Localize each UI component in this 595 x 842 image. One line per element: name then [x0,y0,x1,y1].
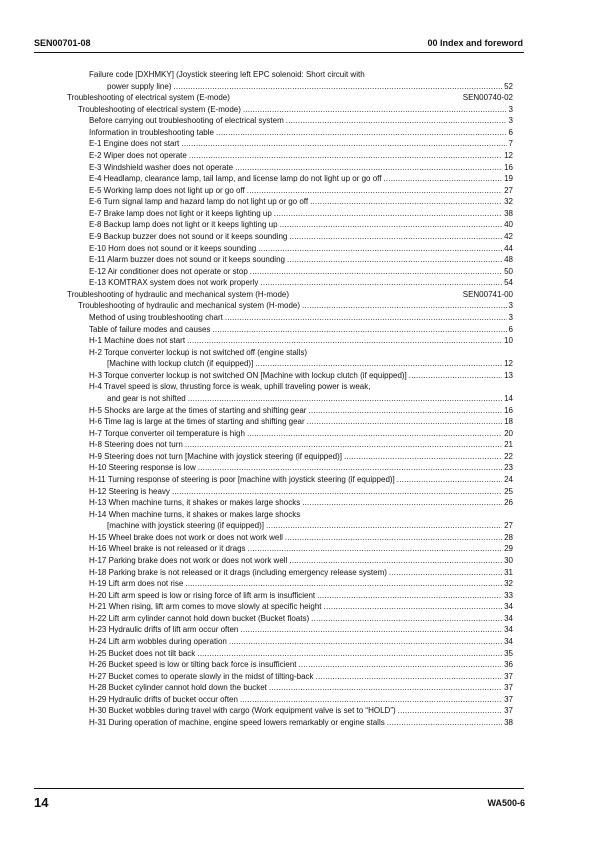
toc-page-number: 6 [508,324,513,334]
toc-entry [89,533,513,543]
toc-entry [89,440,513,450]
toc-leader-dots [189,151,502,161]
toc-entry [89,706,513,716]
toc-leader-dots [307,417,502,427]
toc-page-number: 19 [504,174,513,184]
section-title: 00 Index and foreword [427,38,523,48]
toc-page-number: 31 [504,567,513,577]
toc-entry-title: E-8 Backup lamp does not light or it keeps lighting up [89,220,278,230]
toc-page-number: 40 [504,220,513,230]
toc-leader-dots [308,406,502,416]
toc-page-number: 28 [504,532,513,542]
toc-entry [89,267,513,277]
toc-leader-dots [289,232,502,242]
toc-leader-dots [317,591,502,601]
toc-page-number: 37 [504,694,513,704]
toc-page-number: 34 [504,613,513,623]
toc-entry [89,695,513,705]
toc-leader-dots [243,105,507,115]
toc-entry [89,625,513,635]
toc-entry [89,463,513,473]
toc-leader-dots [302,301,507,311]
toc-leader-dots [198,463,502,473]
toc-entry-title: E-6 Turn signal lamp and hazard lamp do not light up or go off [89,197,309,207]
toc-entry [89,556,513,566]
toc-page-number: 34 [504,636,513,646]
toc-leader-dots [285,533,502,543]
toc-page-number: 21 [504,440,513,450]
toc-page-number: 13 [504,370,513,380]
toc-entry-title: H-7 Torque converter oil temperature is high [89,428,245,438]
toc-entry [78,105,513,115]
toc-entry [89,128,513,138]
toc-page-number: 44 [504,243,513,253]
toc-leader-dots [240,695,502,705]
toc-entry-title: E-2 Wiper does not operate [89,150,187,160]
toc-entry [89,614,513,624]
toc-entry-title: H-25 Bucket does not tilt back [89,648,196,658]
toc-entry-title: Before carrying out troubleshooting of electrical system [89,116,284,126]
toc-page-number: 16 [504,162,513,172]
toc-page-number: 54 [504,278,513,288]
toc-entry [89,244,513,254]
toc-entry-title: H-5 Shocks are large at the times of starting and shifting gear [89,405,307,415]
toc-page-number: 37 [504,671,513,681]
toc-entry [89,660,513,670]
toc-page-number: 52 [504,81,513,91]
toc-leader-dots [250,267,502,277]
toc-entry-title: [machine with joystick steering (if equipped)] [107,521,264,531]
toc-entry [89,70,513,80]
toc-entry-title: H-13 When machine turns, it shakes or makes large shocks [89,498,301,508]
toc-page-number: 50 [504,266,513,276]
toc-page-number: 27 [504,185,513,195]
toc-entry [89,116,513,126]
toc-leader-dots [248,544,503,554]
toc-page-number: 12 [504,150,513,160]
toc-leader-dots [247,429,502,439]
toc-entry [89,278,513,288]
page-number: 14 [34,795,49,810]
toc-entry [89,197,513,207]
toc-entry [89,510,513,520]
toc-entry-title: H-9 Steering does not turn [Machine with joystick steering (if equipped)] [89,451,343,461]
toc-entry-title: Troubleshooting of electrical system (E-mode) [78,104,241,114]
toc-entry [89,718,513,728]
toc-entry [89,325,513,335]
toc-entry [107,521,513,531]
toc-leader-dots [235,163,502,173]
toc-entry-title: Troubleshooting of hydraulic and mechanical system (H-mode) [78,301,301,311]
toc-leader-dots [302,498,502,508]
toc-page-number: 35 [504,648,513,658]
toc-page-number: 26 [504,498,513,508]
toc-page-number: 20 [504,428,513,438]
toc-entry-title: and gear is not shifted [107,393,186,403]
toc-entry [89,255,513,265]
toc-page-number: 29 [504,544,513,554]
toc-page-number: 38 [504,717,513,727]
toc-entry-title: power supply line) [107,81,172,91]
toc-entry-title: H-12 Steering is heavy [89,486,170,496]
toc-entry-title: Table of failure modes and causes [89,324,211,334]
toc-entry [89,186,513,196]
toc-entry-title: E-5 Working lamp does not light up or go off [89,185,245,195]
toc-leader-dots [187,336,502,346]
toc-entry [89,602,513,612]
toc-entry [107,359,513,369]
toc-leader-dots [397,475,502,485]
toc-entry [89,382,513,392]
toc-entry-title: E-13 KOMTRAX system does not work properly [89,278,259,288]
toc-leader-dots [188,394,502,404]
toc-leader-dots [185,440,502,450]
toc-page-number: 22 [504,451,513,461]
toc-entry-title: Troubleshooting of electrical system (E-mode) [67,93,230,103]
toc-entry [89,336,513,346]
document-code: SEN00701-08 [34,38,91,48]
toc-entry [89,313,513,323]
toc-entry [89,406,513,416]
toc-entry [78,301,513,311]
toc-leader-dots [286,116,507,126]
toc-entry [89,220,513,230]
toc-entry-title: H-22 Lift arm cylinder cannot hold down bucket (Bucket floats) [89,613,310,623]
toc-leader-dots [255,359,502,369]
toc-entry [89,371,513,381]
toc-page-number: 3 [508,301,513,311]
toc-leader-dots [310,197,502,207]
toc-leader-dots [409,371,502,381]
toc-entry-title: H-3 Torque converter lockup is not switched ON [Machine with lockup clutch (if equipped)] [89,370,407,380]
toc-page-number: 16 [504,405,513,415]
toc-entry-title: H-14 When machine turns, it shakes or makes large shocks [89,509,301,519]
toc-section-code: SEN00740-02 [462,93,513,103]
toc-entry [89,579,513,589]
toc-entry-title: H-6 Time lag is large at the times of starting and shifting gear [89,417,305,427]
toc-entry-title: Failure code [DXHMKY] (Joystick steering left EPC solenoid: Short circuit with [89,70,365,79]
toc-page-number: 25 [504,486,513,496]
toc-leader-dots [173,82,502,92]
toc-leader-dots [197,649,502,659]
toc-page-number: 3 [508,104,513,114]
toc-entry-title: H-1 Machine does not start [89,336,186,346]
toc-entry [89,498,513,508]
toc-page-number: 36 [504,660,513,670]
toc-entry-title: H-20 Lift arm speed is low or rising force of lift arm is insufficient [89,590,316,600]
toc-entry [89,672,513,682]
toc-page-number: 34 [504,602,513,612]
toc-leader-dots [289,556,502,566]
toc-page-number: 34 [504,625,513,635]
toc-leader-dots [311,614,502,624]
toc-leader-dots [344,452,502,462]
footer-rule [34,788,524,789]
toc-page-number: 27 [504,521,513,531]
toc-page-number: 3 [508,116,513,126]
toc-entry [89,163,513,173]
toc-entry-title: H-28 Bucket cylinder cannot hold down the bucket [89,683,267,693]
toc-entry [89,452,513,462]
toc-entry-title: E-11 Alarm buzzer does not sound or it keeps sounding [89,255,285,265]
toc-page-number: 6 [508,127,513,137]
toc-page-number: 32 [504,197,513,207]
toc-entry [107,394,513,404]
toc-entry-title: H-15 Wheel brake does not work or does not work well [89,532,283,542]
toc-entry [89,544,513,554]
toc-page-number: 42 [504,231,513,241]
toc-entry-title: [Machine with lockup clutch (if equipped)] [107,359,254,369]
toc-entry [89,429,513,439]
toc-entry-title: H-2 Torque converter lockup is not switched off (engine stalls) [89,347,308,357]
toc-entry-title: E-9 Backup buzzer does not sound or it keeps sounding [89,231,288,241]
toc-leader-dots [172,487,502,497]
toc-entry-title: H-29 Hydraulic drifts of bucket occur often [89,694,238,704]
toc-entry-title: H-19 Lift arm does not rise [89,579,184,589]
toc-page-number: 7 [508,139,513,149]
toc-leader-dots [398,706,502,716]
toc-page-number: 10 [504,336,513,346]
toc-leader-dots [260,278,502,288]
toc-entry-title: H-30 Bucket wobbles during travel with cargo (Work equipment valve is set to “HOLD”) [89,706,396,716]
toc-section-code: SEN00741-00 [462,289,513,299]
toc-leader-dots [299,660,503,670]
toc-entry [89,637,513,647]
toc-entry [89,348,513,358]
toc-leader-dots [389,568,502,578]
toc-entry-title: H-24 Lift arm wobbles during operation [89,636,227,646]
toc-entry [89,417,513,427]
toc-leader-dots [258,244,502,254]
toc-page-number: 38 [504,208,513,218]
toc-leader-dots [216,128,507,138]
toc-page-number: 3 [508,312,513,322]
toc-page-number: 18 [504,417,513,427]
toc-entry-title: H-26 Bucket speed is low or tilting back force is insufficient [89,660,297,670]
toc-entry-title: E-1 Engine does not start [89,139,180,149]
toc-section-entry [67,290,513,300]
header-rule [34,52,524,53]
toc-leader-dots [280,220,503,230]
toc-entry [89,591,513,601]
toc-entry-title: H-27 Bucket comes to operate slowly in the midst of tilting-back [89,671,314,681]
toc-leader-dots [240,625,502,635]
toc-entry-title: E-3 Windshield washer does not operate [89,162,234,172]
toc-page-number: 32 [504,579,513,589]
toc-entry-title: H-17 Parking brake does not work or does not work well [89,555,288,565]
toc-entry-title: E-10 Horn does not sound or it keeps sounding [89,243,257,253]
toc-entry [89,475,513,485]
toc-leader-dots [324,602,503,612]
toc-entry-title: H-11 Turning response of steering is poor [machine with joystick steering (if equipped)] [89,474,395,484]
toc-entry [89,139,513,149]
toc-entry [89,174,513,184]
toc-entry-title: E-4 Headlamp, clearance lamp, tail lamp, and license lamp do not light up or go off [89,174,382,184]
toc-entry-title: H-16 Wheel brake is not released or it drags [89,544,246,554]
toc-entry-title: H-21 When rising, lift arm comes to move slowly at specific height [89,602,322,612]
toc-page-number: 23 [504,463,513,473]
toc-leader-dots [225,313,507,323]
toc-leader-dots [316,672,503,682]
toc-entry [89,232,513,242]
toc-entry-title: H-18 Parking brake is not released or it drags (including emergency release system) [89,567,387,577]
toc-entry-title: Troubleshooting of hydraulic and mechanical system (H-mode) [67,289,290,299]
toc-page-number: 30 [504,555,513,565]
toc-entry-title: H-31 During operation of machine, engine speed lowers remarkably or engine stalls [89,717,385,727]
toc-entry [89,649,513,659]
toc-leader-dots [212,325,506,335]
toc-leader-dots [229,637,502,647]
toc-entry [89,487,513,497]
toc-leader-dots [387,718,502,728]
toc-entry [107,82,513,92]
model-number: WA500-6 [487,798,525,808]
toc-section-entry [67,93,513,103]
toc-leader-dots [274,209,502,219]
toc-entry-title: E-7 Brake lamp does not light or it keeps lighting up [89,208,272,218]
toc-page-number: 37 [504,706,513,716]
toc-entry [89,209,513,219]
toc-entry [89,151,513,161]
toc-page-number: 37 [504,683,513,693]
toc-leader-dots [269,683,502,693]
toc-entry-title: H-23 Hydraulic drifts of lift arm occur often [89,625,239,635]
toc-leader-dots [383,174,502,184]
toc-entry-title: H-10 Steering response is low [89,463,196,473]
toc-leader-dots [247,186,502,196]
toc-entry-title: E-12 Air conditioner does not operate or stop [89,266,248,276]
toc-leader-dots [185,579,502,589]
toc-entry-title: Method of using troubleshooting chart [89,312,223,322]
toc-leader-dots [181,139,506,149]
toc-page-number: 24 [504,474,513,484]
toc-page-number: 48 [504,255,513,265]
toc-entry-title: H-4 Travel speed is slow, thrusting force is weak, uphill traveling power is weak, [89,382,371,392]
toc-page-number: 12 [504,359,513,369]
toc-entry-title: Information in troubleshooting table [89,127,214,137]
toc-entry [89,568,513,578]
toc-entry [89,683,513,693]
toc-page-number: 33 [504,590,513,600]
toc-leader-dots [266,521,502,531]
toc-leader-dots [287,255,502,265]
toc-entry-title: H-8 Steering does not turn [89,440,183,450]
toc-page-number: 14 [504,393,513,403]
